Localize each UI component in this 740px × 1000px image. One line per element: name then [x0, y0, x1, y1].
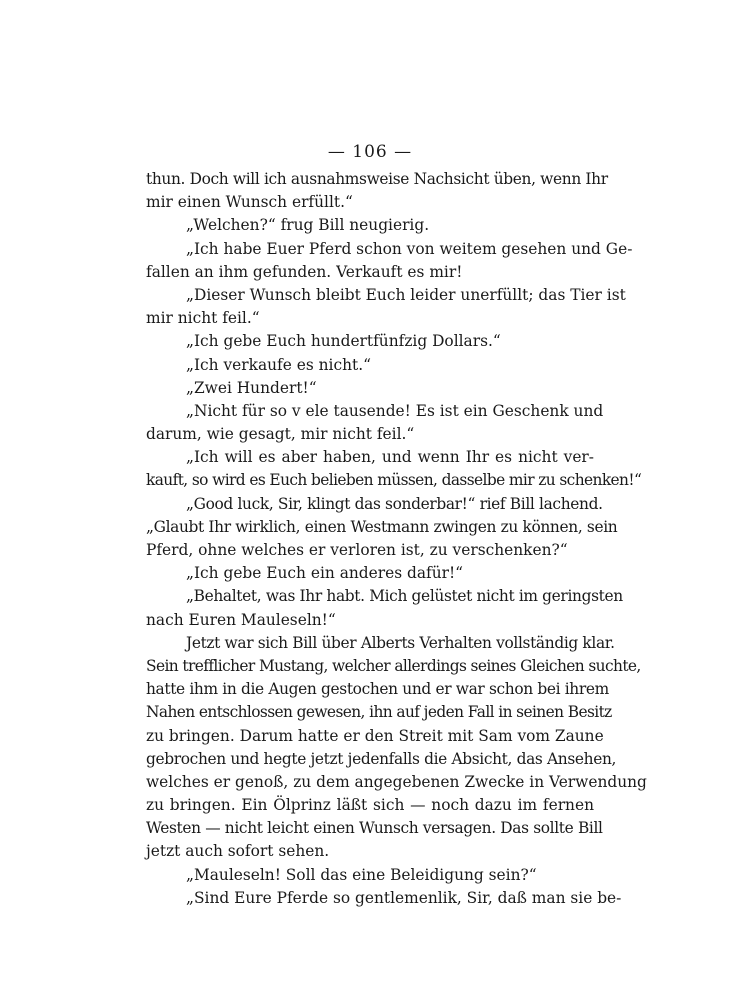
- text-line: fallen an ihm gefunden. Verkauft es mir!: [146, 262, 463, 281]
- text-line: „Ich gebe Euch hundertfünfzig Dollars.“: [186, 332, 501, 351]
- text-line: jetzt auch sofort sehen.: [146, 842, 330, 861]
- text-line: hatte ihm in die Augen gestochen und er war schon bei ihrem: [146, 680, 609, 699]
- text-line: „Behaltet, was Ihr habt. Mich gelüstet nicht im geringsten: [186, 587, 623, 606]
- text-line: Nahen entschlossen gewesen, ihn auf jeden Fall in seinen Besitz: [146, 703, 612, 722]
- text-line: „Welchen?“ frug Bill neugierig.: [186, 216, 430, 235]
- text-line: darum, wie gesagt, mir nicht feil.“: [146, 425, 415, 444]
- text-line: welches er genoß, zu dem angegebenen Zwecke in Verwendung: [146, 772, 647, 791]
- text-line: Pferd, ohne welches er verloren ist, zu verschenken?“: [146, 541, 568, 559]
- text-line: „Ich will es aber haben, und wenn Ihr es nicht ver-: [186, 448, 594, 467]
- text-line: zu bringen. Ein Ölprinz läßt sich — noch dazu im fernen: [146, 796, 594, 815]
- text-line: „Ich habe Euer Pferd schon von weitem gesehen und Ge-: [186, 239, 633, 258]
- text-line: „Ich gebe Euch ein anderes dafür!“: [186, 564, 464, 583]
- text-line: nach Euren Mauleseln!“: [146, 610, 336, 629]
- text-line: mir nicht feil.“: [146, 309, 260, 328]
- text-line: zu bringen. Darum hatte er den Streit mit Sam vom Zaune: [146, 726, 604, 745]
- text-line: „Nicht für so v ele tausende! Es ist ein Geschenk und: [186, 401, 604, 420]
- text-line: Westen — nicht leicht einen Wunsch versagen. Das sollte Bill: [146, 819, 603, 838]
- text-line: „Glaubt Ihr wirklich, einen Westmann zwingen zu können, sein: [146, 517, 618, 536]
- text-line: kauft, so wird es Euch belieben müssen, dasselbe mir zu schenken!“: [146, 471, 642, 490]
- text-line: „Sind Eure Pferde so gentlemenlik, Sir, daß man sie be-: [186, 888, 622, 907]
- text-line: „Mauleseln! Soll das eine Beleidigung sein?“: [186, 865, 537, 884]
- text-line: „Dieser Wunsch bleibt Euch leider unerfüllt; das Tier ist: [186, 285, 626, 304]
- text-line: gebrochen und hegte jetzt jedenfalls die Absicht, das Ansehen,: [146, 749, 617, 768]
- text-line: Sein trefflicher Mustang, welcher allerdings seines Gleichen suchte,: [146, 656, 641, 675]
- body-text: [146, 168, 647, 910]
- text-line: „Zwei Hundert!“: [186, 378, 317, 397]
- page-number: — 106 —: [327, 142, 413, 162]
- text-line: thun. Doch will ich ausnahmsweise Nachsicht üben, wenn Ihr: [146, 170, 608, 188]
- text-line: mir einen Wunsch erfüllt.“: [146, 193, 353, 212]
- text-line: „Ich verkaufe es nicht.“: [186, 355, 371, 374]
- text-line: „Good luck, Sir, klingt das sonderbar!“ rief Bill lachend.: [186, 494, 603, 513]
- text-line: Jetzt war sich Bill über Alberts Verhalten vollständig klar.: [186, 633, 615, 652]
